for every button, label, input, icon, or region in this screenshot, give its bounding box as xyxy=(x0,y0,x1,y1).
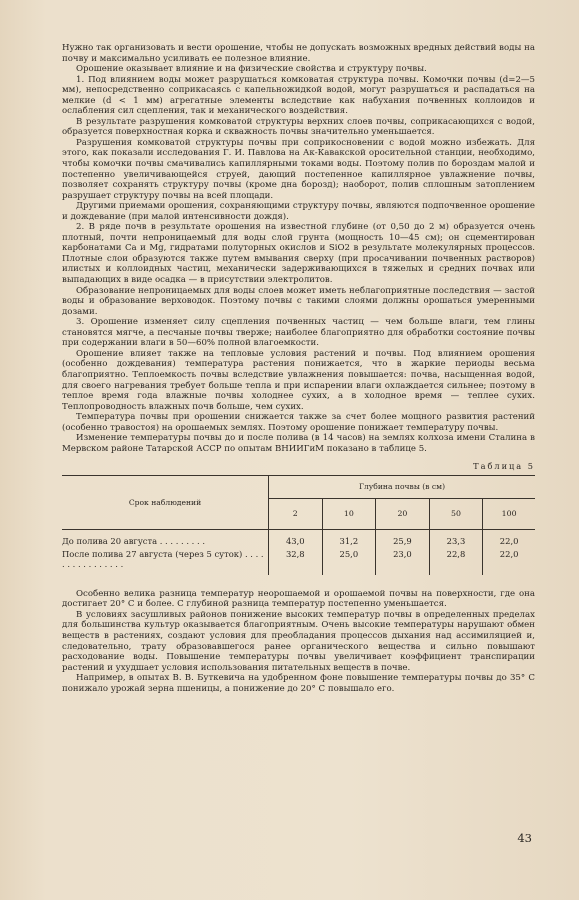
paragraph: Температура почвы при орошении снижается также за счет более мощного развития растений (особенно травостоя) на орошаемых землях. Поэтому орошение понижает температуру почвы. xyxy=(62,412,535,433)
page-number: 43 xyxy=(517,831,532,845)
paragraph: Другими приемами орошения, сохраняющими структуру почвы, являются подпочвенное орошение и дождевание (при малой интенсивности дождя). xyxy=(62,201,535,222)
paragraph: Изменение температуры почвы до и после полива (в 14 часов) на землях колхоза имени Сталина в Мервском районе Татарской АССР по опытам ВНИИГиМ показано в таблице 5. xyxy=(62,433,535,454)
paragraph: Особенно велика разница температур неорошаемой и орошаемой почвы на поверхности, где она достигает 20° C и более. С глубиной разница температур постепенно уменьшается. xyxy=(62,588,535,610)
body-text-bottom xyxy=(62,589,535,694)
paragraph: Разрушения комковатой структуры почвы при соприкосновении с водой можно избежать. Для этого, как показали исследования Г. И. Павлова на Ак-Кавакской оросительной станции, необходимо, чтобы комочки почвы смачивались капиллярными токами воды. Поэтому полив по бороздам малой и постепенно увеличивающейся струей, дающий постепенное капиллярное увлажнение почвы, позволяет сохранять структуру почвы (кроме дна борозд); наоборот, полив сплошным затоплением разрушает структуру почвы на всей площади. xyxy=(62,137,535,201)
table-cell: 43,0 xyxy=(269,530,323,547)
row-label: До полива 20 августа . . . . . . . . . xyxy=(62,530,269,547)
table-cell: 22,0 xyxy=(483,530,535,547)
table-row xyxy=(62,547,535,575)
table-cell: 23,0 xyxy=(376,547,430,575)
temperature-table xyxy=(62,475,535,575)
paragraph: В условиях засушливых районов понижение высоких температур почвы в определенных пределах для большинства культур оказывается благоприятным. Очень высокие температуры нарушают обмен веществ в растениях, создают условия для преобладания процессов дыхания над ассимиляцией и, следовательно, трату образовавшегося ранее органического вещества и сильно повышают расходование воды. Повышение температуры почвы увеличивает коэффициент транспирации растений и ухудшает условия использования питательных веществ в почве. xyxy=(62,609,535,673)
table-stub-header: Срок наблюдений xyxy=(62,476,269,530)
table-cell: 25,9 xyxy=(376,530,430,547)
depth-col-header: 2 xyxy=(269,499,323,530)
paragraph: Орошение влияет также на тепловые условия растений и почвы. Под влиянием орошения (особенно дождевания) температура растения понижается, что в жаркие периоды весьма благоприятно. Теплоемкость почвы вследствие увлажнения повышается: почва, насыщенная водой, для своего нагревания требует больше тепла и при испарении влаги охлаждается сильнее; поэтому в теплое время года влажные почвы холоднее сухих, а в холодное время — теплее сухих. Теплопроводность влажных почв больше, чем сухих. xyxy=(62,348,535,412)
depth-col-header: 50 xyxy=(429,499,483,530)
paragraph: Орошение оказывает влияние и на физические свойства и структуру почвы. xyxy=(76,64,427,75)
paragraph: Образование непроницаемых для воды слоев может иметь неблагоприятные последствия — застой воды и образование верховодок. Поэтому почвы с такими слоями должны орошаться умеренными дозами. xyxy=(62,285,535,317)
table-cell: 22,8 xyxy=(429,547,483,575)
depth-col-header: 20 xyxy=(376,499,430,530)
table-cell: 31,2 xyxy=(322,530,376,547)
paragraph: Нужно так организовать и вести орошение, чтобы не допускать возможных вредных действий воды на почву и максимально усиливать ее полезное влияние. xyxy=(62,43,535,64)
paragraph: В результате разрушения комковатой структуры верхних слоев почвы, соприкасающихся с водой, образуется поверхностная корка и скважность почвы значительно уменьшается. xyxy=(62,116,535,138)
table-row xyxy=(62,530,535,547)
depth-col-header: 10 xyxy=(322,499,376,530)
paragraph: 3. Орошение изменяет силу сцепления почвенных частиц — чем больше влаги, тем глины становятся мягче, а песчаные почвы тверже; наиболее благоприятно для обработки состояние почвы при содержании влаги в 50—60% полной влагоемкости. xyxy=(62,317,535,349)
table-cell: 32,8 xyxy=(269,547,323,575)
depth-col-header: 100 xyxy=(501,509,517,519)
table-cell: 22,0 xyxy=(499,548,519,559)
table-cell: 23,3 xyxy=(429,530,483,547)
table-cell: 25,0 xyxy=(322,547,376,575)
table-caption: Таблица 5 xyxy=(473,461,535,472)
paragraph: 1. Под влиянием воды может разрушаться комковатая структура почвы. Комочки почвы (d=2—5 мм), непосредственно соприкасаясь с капельножидкой водой, могут разрушаться и распадаться на мелкие (d < 1 мм) агрегатные элементы вследствие как набухания почвенных коллоидов и ослабления сил сцепления, так и механического воздействия. xyxy=(62,74,535,117)
paragraph: 2. В ряде почв в результате орошения на известной глубине (от 0,50 до 2 м) образуется очень плотный, почти непроницаемый для воды слой грунта (мощность 10—45 см); он сцементирован карбонатами Ca и Mg, гидратами полуторных окислов и SiO2 в результате молекулярных процессов. Плотные слои образуются также путем вмывания сверху (при просачивании почвенных растворов) илистых и коллоидных частиц, механически задерживающихся в тяжелых и средних почвах или выпадающих в виде осадка — в присутствии электролитов. xyxy=(62,222,535,286)
paragraph: Например, в опытах В. В. Буткевича на удобренном фоне повышение температуры почвы до 35° C понижало урожай зерна пшеницы, а понижение до 20° C повышало его. xyxy=(62,673,535,694)
body-text-top xyxy=(62,43,535,454)
table-depth-header: Глубина почвы (в см) xyxy=(269,476,536,499)
row-label: После полива 27 августа (через 5 суток) . . . . . . . . . . . . . . . . xyxy=(62,547,269,575)
